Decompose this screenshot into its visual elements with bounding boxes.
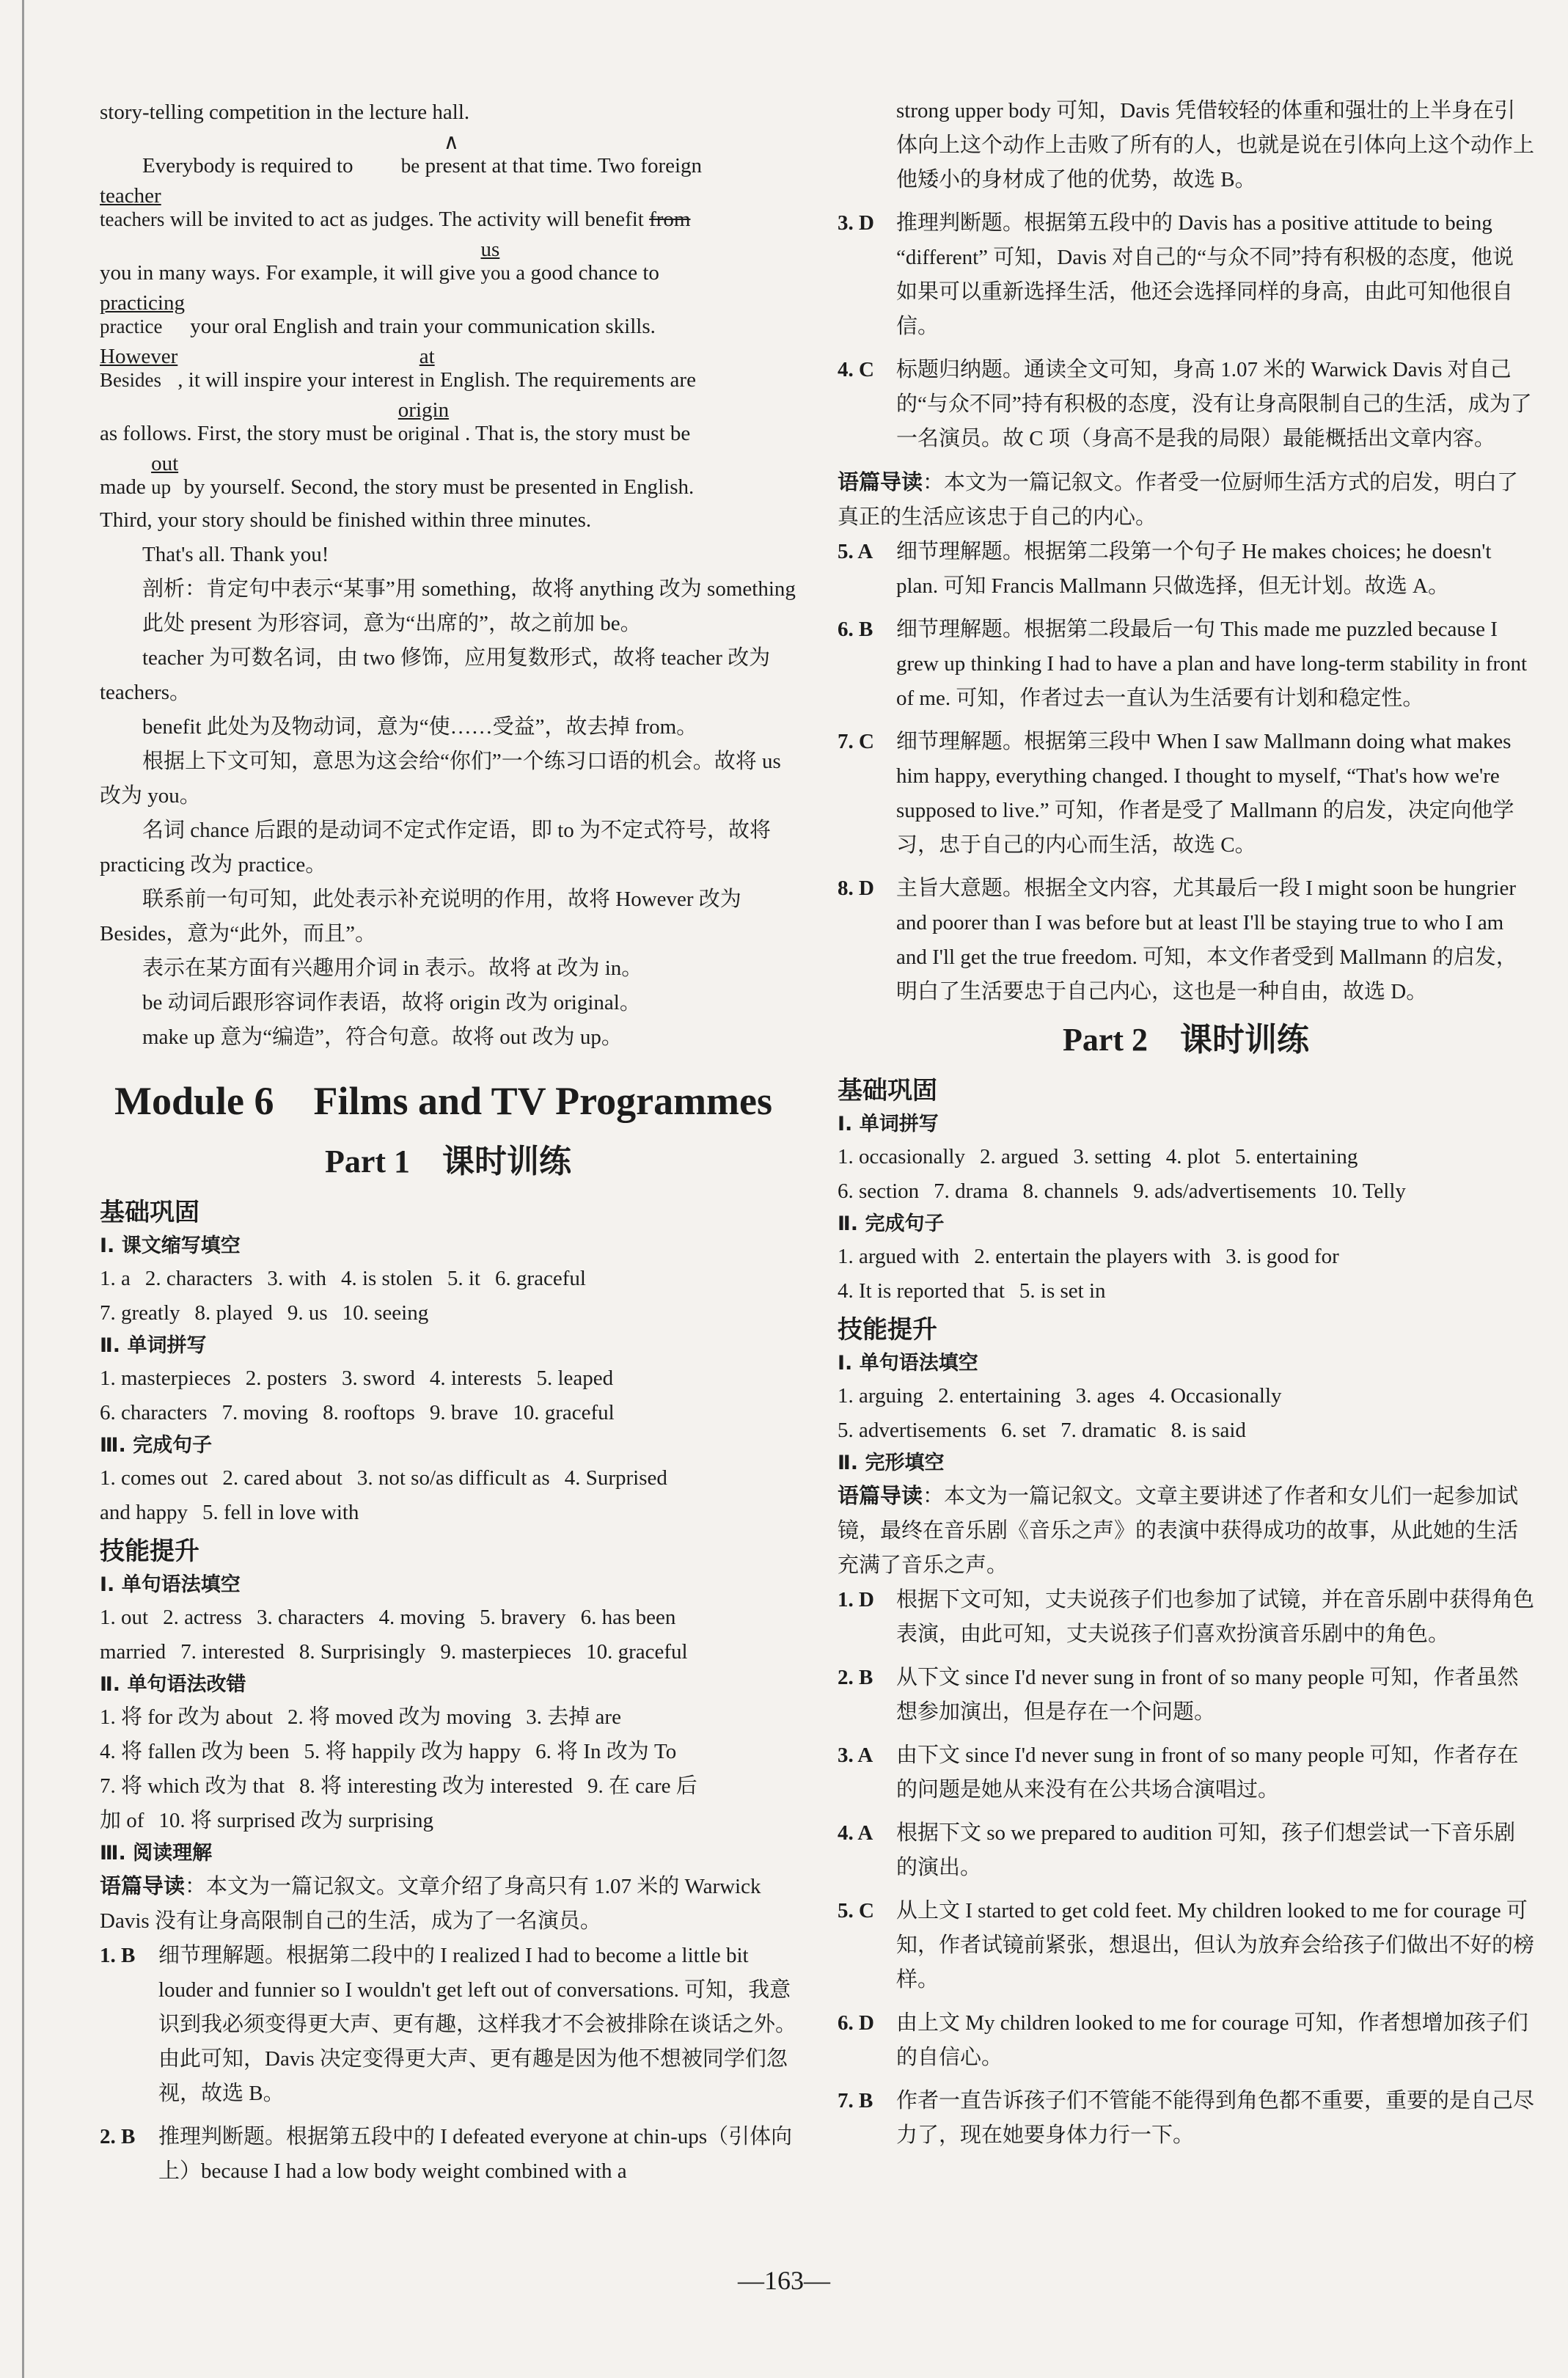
answer-line: 1. out 2. actress 3. characters 4. moving 5. bravery 6. has been [100, 1606, 676, 1629]
answer-line: 6. section 7. drama 8. channels 9. ads/advertisements 10. Telly [838, 1179, 1406, 1203]
answer-item: 4. C 标题归纳题。通读全文可知，身高 1.07 米的 Warwick Davis 对自己的“与众不同”持有积极的态度，没有让身高限制自己的生活，成为了一名演员。故 C 项（身高不是我的局限）最能概括出文章内容。 [838, 358, 1532, 450]
section-heading: 基础巩固 [100, 1198, 199, 1227]
answer-line: 1. a 2. characters 3. with 4. is stolen 5. it 6. graceful [100, 1267, 586, 1290]
subsection-heading: Ⅱ. 单词拼写 [100, 1334, 207, 1357]
analysis-item: benefit 此处为及物动词，意为“使……受益”，故去掉 from。 [142, 715, 698, 739]
scan-edge [22, 0, 24, 2378]
correction-mark: practice [100, 315, 163, 337]
section-heading: 技能提升 [100, 1537, 199, 1566]
answer-line: 1. arguing 2. entertaining 3. ages 4. Occasionally [838, 1384, 1282, 1408]
correction-mark: you [480, 262, 511, 284]
right-column [838, 94, 1534, 2162]
answer-item: 8. D 主旨大意题。根据全文内容，尤其最后一段 I might soon be hungrier and poorer than I was before but at least I'll be staying true to who I am and I'll get the true freedom. 可知，本文作者受到 Mallmann 的启发，明白了生活要忠于自己内心，这也是一种自由，故选 D。 [838, 877, 1517, 1003]
subsection-heading: Ⅲ. 阅读理解 [100, 1842, 213, 1865]
section-heading: 技能提升 [838, 1315, 937, 1345]
subsection-heading: Ⅰ. 单词拼写 [838, 1113, 939, 1135]
answer-line: 加 of 10. 将 surprised 改为 surprising [100, 1809, 433, 1832]
answer-line: 4. It is reported that 5. is set in [838, 1279, 1106, 1303]
passage-line: teacher teachers will be invited to act as judges. The activity will benefit from [100, 184, 691, 231]
correction-mark: original [398, 422, 460, 444]
answer-item: 7. C 细节理解题。根据第三段中 When I saw Mallmann doing what makes him happy, everything changed. I thought to myself, “That's how we're supposed to live.” 可知，作者是受了 Mallmann 的启发，决定向他学习，忠于自己的内心而生活，故选 C。 [838, 730, 1514, 857]
answer-line: 1. argued with 2. entertain the players with 3. is good for [838, 1245, 1339, 1268]
answer-line: 1. occasionally 2. argued 3. setting 4. plot 5. entertaining [838, 1145, 1358, 1168]
subsection-heading: Ⅰ. 单句语法填空 [100, 1573, 241, 1596]
answer-item: 1. B 细节理解题。根据第二段中的 I realized I had to become a little bit louder and funnier so I wouldn't get left out of conversations. 可知，我意识到我必须变得更大声、更有趣，这样我才不会被排除在谈话之外。由此可知，Davis 决定变得更大声、更有趣是因为他不想被同学们忽视，故选 B。 [100, 1944, 797, 2105]
correction-mark: up [151, 476, 172, 498]
answer-line: 7. 将 which 改为 that 8. 将 interesting 改为 interested 9. 在 care 后 [100, 1774, 697, 1798]
analysis-item: make up 意为“编造”，符合句意。故将 out 改为 up。 [142, 1025, 623, 1049]
passage-line: However Besides , it will inspire your interest $\frac{at}{in}$ English. The requirements are [100, 345, 696, 392]
section-heading: 基础巩固 [838, 1076, 937, 1105]
answer-line: 1. 将 for 改为 about 2. 将 moved 改为 moving 3. 去掉 are [100, 1705, 621, 1729]
correction-mark: in [419, 369, 435, 391]
subsection-heading: Ⅰ. 单句语法填空 [838, 1352, 978, 1375]
analysis-item: 联系前一句可知，此处表示补充说明的作用，故将 However 改为 Besides，意为“此外，而且”。 [100, 888, 741, 945]
passage-line: That's all. Thank you! [142, 543, 329, 566]
answer-line: 4. 将 fallen 改为 been 5. 将 happily 改为 happy 6. 将 In 改为 To [100, 1740, 677, 1763]
part-title: Part 2 课时训练 [1062, 1022, 1310, 1058]
analysis-notes [100, 572, 796, 1055]
answer-line: 5. advertisements 6. set 7. dramatic 8. is said [838, 1419, 1246, 1442]
left-column [100, 95, 796, 2198]
answer-item: 2. B 推理判断题。根据第五段中的 I defeated everyone at chin-ups（引体向上）because I had a low body weight combined with a [100, 2125, 793, 2183]
analysis-item: teacher 为可数名词，由 two 修饰，应用复数形式，故将 teacher 改为 teachers。 [100, 646, 771, 704]
correction-mark: be [400, 155, 420, 177]
correction-mark: teachers [100, 208, 165, 230]
answer-line: and happy 5. fell in love with [100, 1501, 359, 1524]
answer-item: 7. B 作者一直告诉孩子们不管能不能得到角色都不重要，重要的是自己尽力了，现在她要身体力行一下。 [838, 2089, 1535, 2147]
subsection-heading: Ⅲ. 完成句子 [100, 1434, 213, 1457]
reading-guide: 语篇导读：本文为一篇记叙文。文章介绍了身高只有 1.07 米的 Warwick Davis 没有让身高限制自己的生活，成为了一名演员。 [100, 1873, 761, 1933]
answer-item: 4. A 根据下文 so we prepared to audition 可知，孩子们想尝试一下音乐剧的演出。 [838, 1821, 1516, 1879]
answer-item: 3. A 由下文 since I'd never sung in front of so many people 可知，作者存在的问题是她从来没有在公共场合演唱过。 [838, 1744, 1519, 1801]
subsection-heading: Ⅱ. 完形填空 [838, 1452, 945, 1474]
passage-line: you in many ways. For example, it will give us you a good chance to [100, 238, 659, 285]
analysis-item: 名词 chance 后跟的是动词不定式作定语，即 to 为不定式符号，故将 practicing 改为 practice。 [100, 819, 772, 877]
answer-line: 6. characters 7. moving 8. rooftops 9. brave 10. graceful [100, 1401, 615, 1424]
answer-item-continued: strong upper body 可知，Davis 凭借较轻的体重和强壮的上半身在引体向上这个动作上击败了所有的人，也就是说在引体向上这个动作上他矮小的身材成了他的优势，故选 B。 [896, 99, 1535, 191]
analysis-item: 表示在某方面有兴趣用介词 in 表示。故将 at 改为 in。 [142, 956, 643, 980]
page-number: —163— [738, 2266, 830, 2295]
answer-line: 1. masterpieces 2. posters 3. sword 4. interests 5. leaped [100, 1367, 614, 1390]
answer-item: 1. D 根据下文可知，丈夫说孩子们也参加了试镜，并在音乐剧中获得角色表演，由此可知，丈夫说孩子们喜欢扮演音乐剧中的角色。 [838, 1588, 1535, 1646]
subsection-heading: Ⅱ. 单句语法改错 [100, 1673, 246, 1696]
passage-line: made out up by yourself. Second, the story must be presented in English. [100, 452, 695, 499]
answer-item: 3. D 推理判断题。根据第五段中的 Davis has a positive attitude to being “different” 可知，Davis 对自己的“与众不同”持有积极的态度，他说如果可以重新选择生活，他还会选择同样的身高，由此可知他很自信。 [838, 211, 1514, 338]
answer-line: married 7. interested 8. Surprisingly 9. masterpieces 10. graceful [100, 1640, 688, 1664]
answer-item: 5. A 细节理解题。根据第二段第一个句子 He makes choices; he doesn't plan. 可知 Francis Mallmann 只做选择，但无计划。故选 A。 [838, 540, 1492, 598]
answer-line: 7. greatly 8. played 9. us 10. seeing [100, 1301, 429, 1325]
answer-item: 5. C 从上文 I started to get cold feet. My children looked to me for courage 可知，作者试镜前紧张，想退出，但认为放弃会给孩子们做出不好的榜样。 [838, 1899, 1535, 1991]
analysis-item: be 动词后跟形容词作表语，故将 origin 改为 original。 [142, 991, 641, 1014]
corrected-passage [100, 95, 796, 572]
answer-line: 1. comes out 2. cared about 3. not so/as difficult as 4. Surprised [100, 1466, 667, 1490]
module-title: Module 6 Films and TV Programmes [114, 1079, 773, 1123]
reading-guide: 语篇导读：本文为一篇记叙文。文章主要讲述了作者和女儿们一起参加试镜，最终在音乐剧《音乐之声》的表演中获得成功的故事，从此她的生活充满了音乐之声。 [838, 1483, 1519, 1577]
reading-guide: 语篇导读：本文为一篇记叙文。作者受一位厨师生活方式的启发，明白了真正的生活应该忠于自己的内心。 [838, 469, 1519, 529]
passage-line: Everybody is required to ∧ be present at that time. Two foreign [142, 131, 703, 178]
correction-mark: Besides [100, 369, 161, 391]
answer-item: 2. B 从下文 since I'd never sung in front of so many people 可知，作者虽然想参加演出，但是存在一个问题。 [838, 1666, 1519, 1724]
passage-line: as follows. First, the story must be origin original . That is, the story must be [100, 398, 691, 445]
subsection-heading: Ⅰ. 课文缩写填空 [100, 1234, 241, 1257]
answer-item: 6. D 由上文 My children looked to me for courage 可知，作者想增加孩子们的自信心。 [838, 2011, 1528, 2069]
analysis-item: 此处 present 为形容词，意为“出席的”，故之前加 be。 [142, 612, 642, 635]
analysis-item: 剖析：肯定句中表示“某事”用 something，故将 anything 改为 something [142, 577, 796, 601]
part-title: Part 1 课时训练 [324, 1144, 572, 1179]
passage-line: Third, your story should be finished within three minutes. [100, 508, 592, 532]
subsection-heading: Ⅱ. 完成句子 [838, 1212, 945, 1235]
answer-item: 6. B 细节理解题。根据第二段最后一句 This made me puzzled because I grew up thinking I had to have a plan and have long-term stability in front of me. 可知，作者过去一直认为生活要有计划和稳定性。 [838, 618, 1528, 710]
analysis-item: 根据上下文可知，意思为这会给“你们”一个练习口语的机会。故将 us 改为 you。 [100, 750, 781, 808]
passage-line: story-telling competition in the lecture hall. [100, 100, 470, 124]
passage-line: practicing practice your oral English and train your communication skills. [100, 291, 656, 338]
